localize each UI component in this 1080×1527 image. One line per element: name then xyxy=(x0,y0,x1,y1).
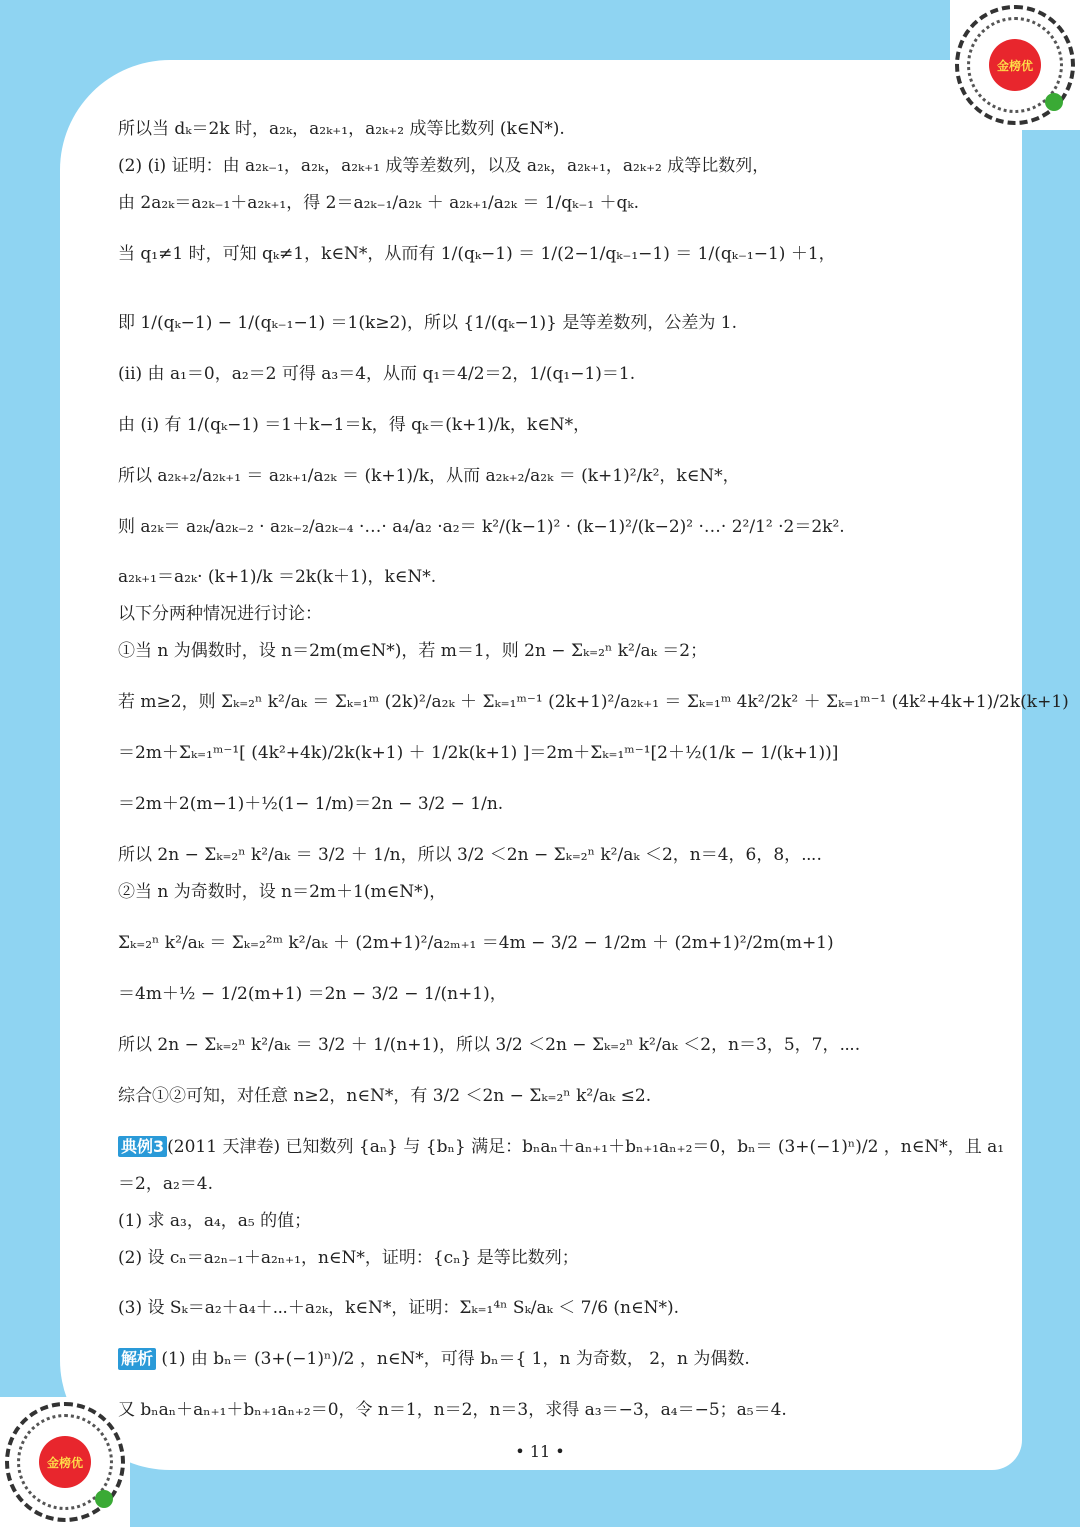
qr-ring xyxy=(955,5,1075,125)
text-line: 综合①②可知，对任意 n≥2，n∈N*，有 3/2 ＜2n − Σₖ₌₂ⁿ k²/aₖ ≤2. xyxy=(118,1085,652,1106)
qr-code-bottom[interactable] xyxy=(0,1397,130,1527)
brand-logo: 金榜优 xyxy=(989,39,1041,91)
text-line: ＝4m＋½ − 1/2(m+1) ＝2n − 3/2 − 1/(n+1)， xyxy=(118,983,507,1004)
text-line: (2) (i) 证明：由 a₂ₖ₋₁，a₂ₖ，a₂ₖ₊₁ 成等差数列，以及 a₂ₖ，a₂ₖ₊₁，a₂ₖ₊₂ 成等比数列， xyxy=(118,155,770,176)
text-line: 即 1/(qₖ−1) − 1/(qₖ₋₁−1) ＝1(k≥2)，所以 {1/(qₖ−1)} 是等差数列，公差为 1. xyxy=(118,312,738,333)
example-line: (3) 设 Sₖ＝a₂＋a₄＋⋯＋a₂ₖ，k∈N*，证明：Σₖ₌₁⁴ⁿ Sₖ/aₖ ＜ 7/6 (n∈N*). xyxy=(118,1298,679,1319)
text-line: 由 2a₂ₖ＝a₂ₖ₋₁＋a₂ₖ₊₁，得 2＝a₂ₖ₋₁/a₂ₖ ＋ a₂ₖ₊₁/a₂ₖ ＝ 1/qₖ₋₁ ＋qₖ. xyxy=(118,192,640,213)
text-line: ＝2m＋Σₖ₌₁ᵐ⁻¹[ (4k²+4k)/2k(k+1) ＋ 1/2k(k+1) ]＝2m＋Σₖ₌₁ᵐ⁻¹[2＋½(1/k − 1/(k+1))] xyxy=(118,743,839,764)
wechat-icon xyxy=(1045,93,1063,111)
analysis-tag: 解析 xyxy=(118,1348,156,1370)
analysis-line xyxy=(118,1348,978,1371)
qr-ring xyxy=(5,1402,125,1522)
text-line: 则 a₂ₖ＝ a₂ₖ/a₂ₖ₋₂ · a₂ₖ₋₂/a₂ₖ₋₄ ·…· a₄/a₂ ·a₂＝ k²/(k−1)² · (k−1)²/(k−2)² ·…· 2²/1² ·2＝2k². xyxy=(118,516,845,537)
text-line: 所以 2n − Σₖ₌₂ⁿ k²/aₖ ＝ 3/2 ＋ 1/(n+1)，所以 3/2 ＜2n − Σₖ₌₂ⁿ k²/aₖ ＜2，n＝3，5，7，⋯. xyxy=(118,1034,861,1055)
text-line: ①当 n 为偶数时，设 n＝2m(m∈N*)，若 m＝1，则 2n − Σₖ₌₂ⁿ k²/aₖ ＝2； xyxy=(118,641,708,662)
example-line: ＝2，a₂＝4. xyxy=(118,1173,213,1194)
analysis-line: 又 bₙaₙ＋aₙ₊₁＋bₙ₊₁aₙ₊₂＝0，令 n＝1，n＝2，n＝3，求得 a₃＝−3，a₄＝−5；a₅＝4. xyxy=(118,1400,787,1421)
text-line: 由 (i) 有 1/(qₖ−1) ＝1＋k−1＝k，得 qₖ＝(k+1)/k，k∈N*， xyxy=(118,414,591,435)
text-line: 所以 a₂ₖ₊₂/a₂ₖ₊₁ ＝ a₂ₖ₊₁/a₂ₖ ＝ (k+1)/k，从而 a₂ₖ₊₂/a₂ₖ ＝ (k+1)²/k²，k∈N*， xyxy=(118,465,740,486)
example-text: (2011 天津卷) 已知数列 {aₙ} 与 {bₙ} 满足：bₙaₙ＋aₙ₊₁＋bₙ₊₁aₙ₊₂＝0，bₙ＝ (3+(−1)ⁿ)/2 ，n∈N*，且 a₁ xyxy=(167,1136,1005,1157)
text-line: Σₖ₌₂ⁿ k²/aₖ ＝ Σₖ₌₂²ᵐ k²/aₖ ＋ (2m+1)²/a₂ₘ₊₁ ＝4m − 3/2 − 1/2m ＋ (2m+1)²/2m(m+1) xyxy=(118,932,834,953)
text-line: 所以 2n − Σₖ₌₂ⁿ k²/aₖ ＝ 3/2 ＋ 1/n，所以 3/2 ＜2n − Σₖ₌₂ⁿ k²/aₖ ＜2，n＝4，6，8，⋯. xyxy=(118,845,822,866)
solution-text xyxy=(118,118,1069,1422)
example-title-line xyxy=(118,1136,1005,1159)
text-line: ②当 n 为奇数时，设 n＝2m＋1(m∈N*)， xyxy=(118,882,447,902)
example-tag: 典例3 xyxy=(118,1136,167,1158)
text-line: 若 m≥2，则 Σₖ₌₂ⁿ k²/aₖ ＝ Σₖ₌₁ᵐ (2k)²/a₂ₖ ＋ Σₖ₌₁ᵐ⁻¹ (2k+1)²/a₂ₖ₊₁ ＝ Σₖ₌₁ᵐ 4k²/2k² ＋ Σₖ₌₁ᵐ⁻¹ (4k²+4k+1)/2k(k+1) xyxy=(118,692,1069,713)
text-line: 当 q₁≠1 时，可知 qₖ≠1，k∈N*，从而有 1/(qₖ−1) ＝ 1/(2−1/qₖ₋₁−1) ＝ 1/(qₖ₋₁−1) ＋1， xyxy=(118,243,836,264)
text-line: 以下分两种情况进行讨论： xyxy=(118,604,322,625)
text-line: 所以当 dₖ＝2k 时，a₂ₖ，a₂ₖ₊₁，a₂ₖ₊₂ 成等比数列 (k∈N*). xyxy=(118,119,565,139)
page-number: • 11 • xyxy=(515,1442,565,1461)
text-line: (ii) 由 a₁＝0，a₂＝2 可得 a₃＝4，从而 q₁＝4/2＝2，1/(q₁−1)＝1. xyxy=(118,363,636,384)
qr-code-top[interactable] xyxy=(950,0,1080,130)
brand-logo: 金榜优 xyxy=(39,1436,91,1488)
text-line: ＝2m＋2(m−1)＋½(1− 1/m)＝2n − 3/2 − 1/n. xyxy=(118,794,504,815)
wechat-icon xyxy=(95,1490,113,1508)
analysis-text: (1) 由 bₙ＝ (3+(−1)ⁿ)/2 ，n∈N*，可得 bₙ＝{ 1，n 为奇数， 2，n 为偶数. xyxy=(161,1349,750,1370)
text-line: a₂ₖ₊₁＝a₂ₖ· (k+1)/k ＝2k(k＋1)，k∈N*. xyxy=(118,567,437,588)
example-line: (1) 求 a₃，a₄，a₅ 的值； xyxy=(118,1210,312,1231)
example-line: (2) 设 cₙ＝a₂ₙ₋₁＋a₂ₙ₊₁，n∈N*，证明：{cₙ} 是等比数列； xyxy=(118,1247,579,1268)
